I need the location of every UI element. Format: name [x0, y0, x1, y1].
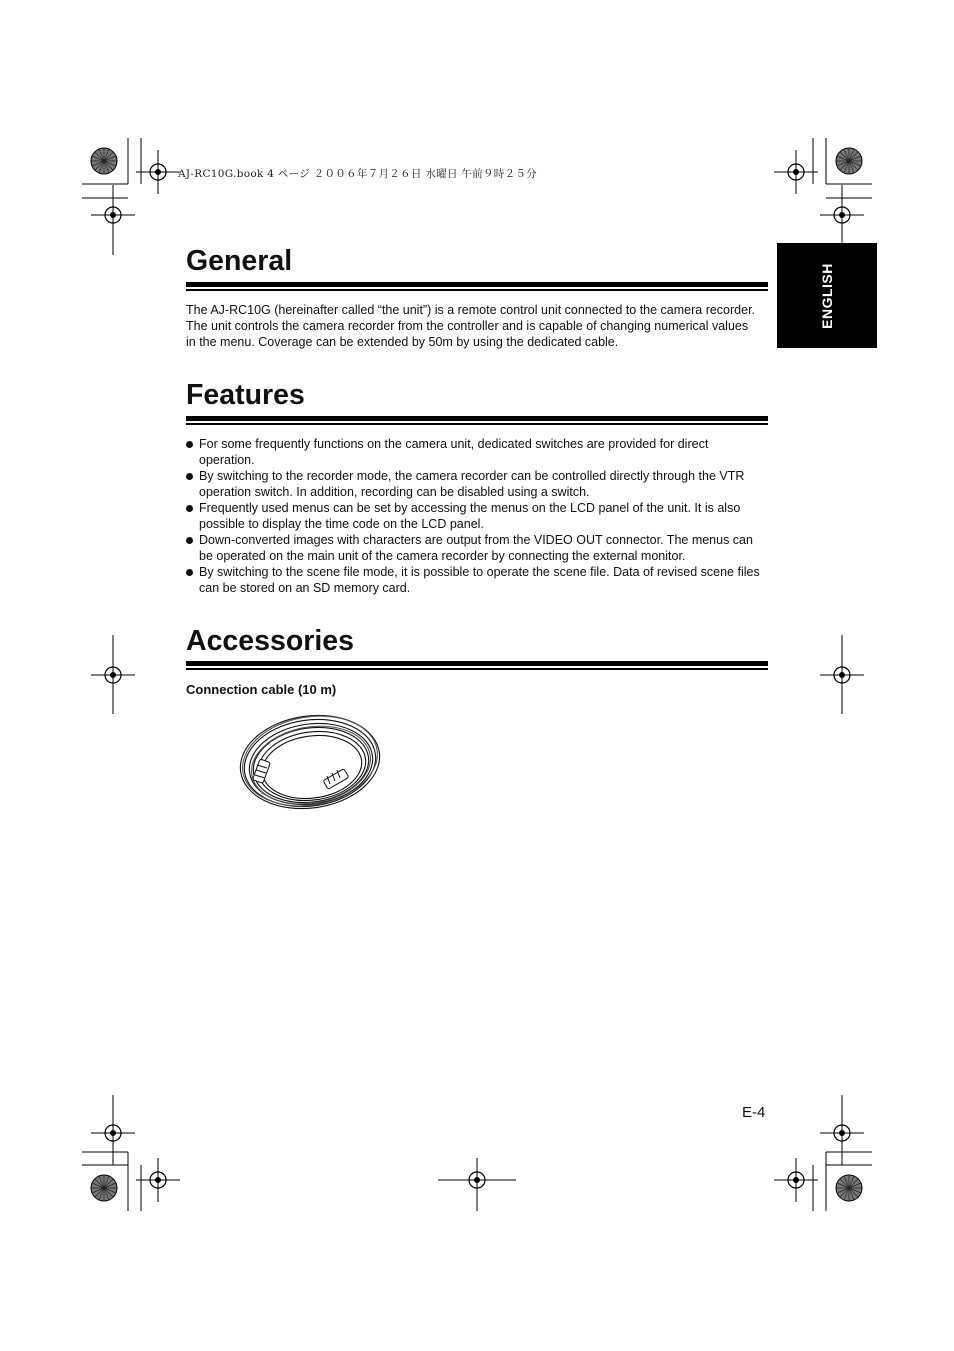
language-tab-label: ENGLISH — [819, 262, 835, 329]
paragraph-line: in the menu. Coverage can be extended by 50m by using the dedicated cable. — [186, 335, 619, 349]
bullet-icon — [186, 473, 193, 480]
feature-line: be operated on the main unit of the camera recorder by connecting the external monitor. — [199, 549, 686, 563]
registration-mark-icon — [136, 1158, 180, 1202]
feature-line: Down-converted images with characters are output from the VIDEO OUT connector. The menus can — [199, 533, 753, 547]
registration-mark-icon — [136, 150, 180, 194]
bullet-icon — [186, 569, 193, 576]
heading-rule — [186, 282, 768, 287]
accessory-item-label: Connection cable (10 m) — [186, 682, 337, 697]
feature-item — [186, 468, 771, 500]
bullet-icon — [186, 441, 193, 448]
accessories-heading: Accessories — [186, 625, 354, 657]
registration-starburst-icon — [91, 148, 117, 174]
registration-starburst-icon — [836, 148, 862, 174]
features-list — [186, 436, 771, 596]
registration-starburst-icon — [836, 1175, 862, 1201]
feature-line: can be stored on an SD memory card. — [199, 581, 411, 595]
feature-item — [186, 500, 771, 532]
page-number: E-4 — [742, 1104, 766, 1121]
feature-line: For some frequently functions on the camera unit, dedicated switches are provided for direct — [199, 437, 709, 451]
feature-line: possible to display the time code on the LCD panel. — [199, 517, 484, 531]
heading-rule — [186, 661, 768, 666]
connection-cable-illustration — [238, 710, 390, 818]
paragraph-line: The AJ-RC10G (hereinafter called “the unit”) is a remote control unit connected to the camera recorder. — [186, 303, 756, 317]
heading-rule — [186, 423, 768, 425]
feature-line: operation switch. In addition, recording can be disabled using a switch. — [199, 485, 590, 499]
feature-item — [186, 436, 771, 468]
print-header: AJ-RC10G.book 4 ページ ２００６年７月２６日 水曜日 午前９時２５分 — [178, 168, 537, 180]
heading-rule — [186, 668, 768, 670]
heading-rule — [186, 289, 768, 291]
bullet-icon — [186, 537, 193, 544]
language-tab — [777, 243, 877, 348]
feature-item — [186, 532, 771, 564]
feature-item — [186, 564, 771, 596]
general-paragraph — [186, 302, 771, 350]
bullet-icon — [186, 505, 193, 512]
feature-line: By switching to the scene file mode, it is possible to operate the scene file. Data of revised scene files — [199, 565, 760, 579]
paragraph-line: The unit controls the camera recorder from the controller and is capable of changing numerical values — [186, 319, 749, 333]
heading-rule — [186, 416, 768, 421]
feature-line: By switching to the recorder mode, the camera recorder can be controlled directly through the VTR — [199, 469, 745, 483]
feature-line: Frequently used menus can be set by accessing the menus on the LCD panel of the unit. It is also — [199, 501, 741, 515]
feature-line: operation. — [199, 453, 255, 467]
registration-mark-icon — [774, 1158, 818, 1202]
features-heading: Features — [186, 379, 305, 411]
general-heading: General — [186, 245, 293, 277]
registration-starburst-icon — [91, 1175, 117, 1201]
registration-mark-icon — [774, 150, 818, 194]
